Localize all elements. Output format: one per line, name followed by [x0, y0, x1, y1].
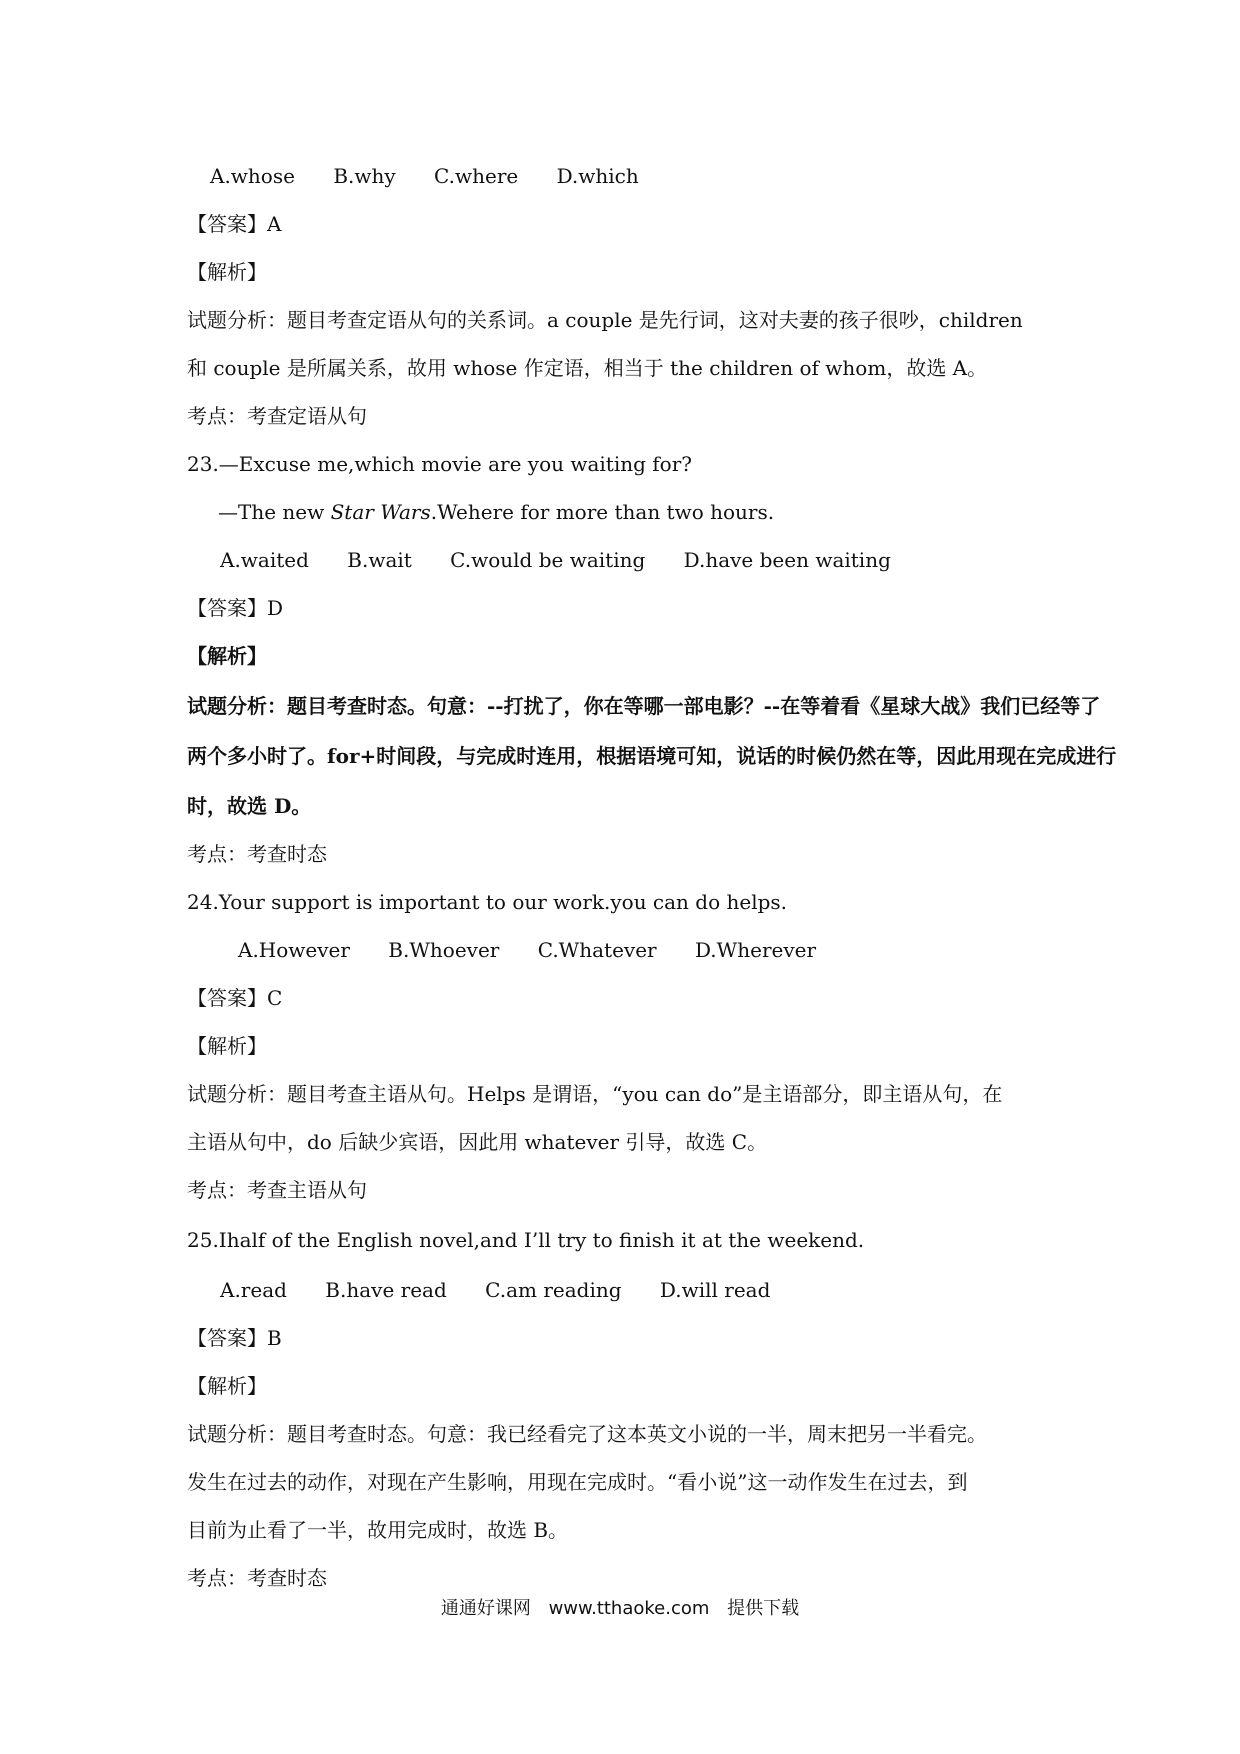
- footer-tagline: 提供下载: [727, 1598, 800, 1619]
- q22-analysis-label: 【解析】: [187, 260, 267, 284]
- q22-point: 考点：考查定语从句: [187, 404, 367, 428]
- q22-options: [210, 164, 671, 188]
- option-b: B.have read: [325, 1278, 447, 1302]
- option-a: A.read: [220, 1278, 287, 1302]
- option-c: C.would be waiting: [450, 548, 646, 572]
- q24-point: 考点：考查主语从句: [187, 1178, 367, 1202]
- q22-analysis-line: 和 couple 是所属关系，故用 whose 作定语，相当于 the children of whom，故选 A。: [187, 356, 988, 380]
- q25-analysis-line: 发生在过去的动作，对现在产生影响，用现在完成时。“看小说”这一动作发生在过去，到: [187, 1470, 968, 1494]
- q22-analysis-line: 试题分析：题目考查定语从句的关系词。a couple 是先行词，这对夫妻的孩子很吵，children: [187, 308, 1023, 332]
- option-a: A.However: [238, 938, 350, 962]
- q23-analysis-line: 时，故选 D。: [187, 794, 312, 818]
- movie-title: Star Wars: [330, 500, 431, 524]
- option-c: C.where: [434, 164, 519, 188]
- option-b: B.wait: [347, 548, 412, 572]
- option-b: B.why: [333, 164, 396, 188]
- option-c: C.am reading: [485, 1278, 622, 1302]
- q23-question: 23.—Excuse me,which movie are you waiting for?: [187, 452, 693, 476]
- q23-options: [220, 548, 923, 572]
- q23-analysis-line: 两个多小时了。for+时间段，与完成时连用，根据语境可知，说话的时候仍然在等，因此用现在完成进行: [187, 744, 1117, 768]
- q25-point: 考点：考查时态: [187, 1566, 327, 1590]
- footer-site-name: 通通好课网: [440, 1598, 531, 1619]
- q23-question-reply: [218, 500, 774, 524]
- option-d: D.will read: [659, 1278, 771, 1302]
- option-a: A.waited: [220, 548, 309, 572]
- q23-analysis-label: 【解析】: [187, 644, 267, 668]
- q24-question: 24.Your support is important to our work.you can do helps.: [187, 890, 788, 914]
- option-d: D.Wherever: [694, 938, 817, 962]
- q24-analysis-line: 试题分析：题目考查主语从句。Helps 是谓语，“you can do”是主语部分，即主语从句，在: [187, 1082, 1003, 1106]
- q24-answer: 【答案】C: [187, 986, 283, 1010]
- q25-options: [220, 1278, 802, 1302]
- option-d: D.which: [556, 164, 639, 188]
- q23-point: 考点：考查时态: [187, 842, 327, 866]
- q25-analysis-line: 目前为止看了一半，故用完成时，故选 B。: [187, 1518, 569, 1542]
- footer-url-link[interactable]: www.tthaoke.com: [548, 1598, 710, 1619]
- option-b: B.Whoever: [388, 938, 500, 962]
- option-d: D.have been waiting: [683, 548, 891, 572]
- q25-analysis-label: 【解析】: [187, 1374, 267, 1398]
- q23-analysis-line: 试题分析：题目考查时态。句意：--打扰了，你在等哪一部电影？--在等着看《星球大战》我们已经等了: [187, 694, 1101, 718]
- q24-analysis-line: 主语从句中，do 后缺少宾语，因此用 whatever 引导，故选 C。: [187, 1130, 768, 1154]
- q22-answer: 【答案】A: [187, 212, 282, 236]
- q25-question: 25.Ihalf of the English novel,and I’ll try to finish it at the weekend.: [187, 1228, 865, 1252]
- q25-analysis-line: 试题分析：题目考查时态。句意：我已经看完了这本英文小说的一半，周末把另一半看完。: [187, 1422, 987, 1446]
- option-c: C.Whatever: [537, 938, 657, 962]
- reply-text: .Wehere for more than two hours.: [430, 500, 775, 524]
- q25-answer: 【答案】B: [187, 1326, 282, 1350]
- q23-answer: 【答案】D: [187, 596, 284, 620]
- q24-analysis-label: 【解析】: [187, 1034, 267, 1058]
- q24-options: [238, 938, 848, 962]
- reply-text: —The new: [218, 500, 331, 524]
- page-footer: [0, 1594, 1240, 1620]
- option-a: A.whose: [210, 164, 295, 188]
